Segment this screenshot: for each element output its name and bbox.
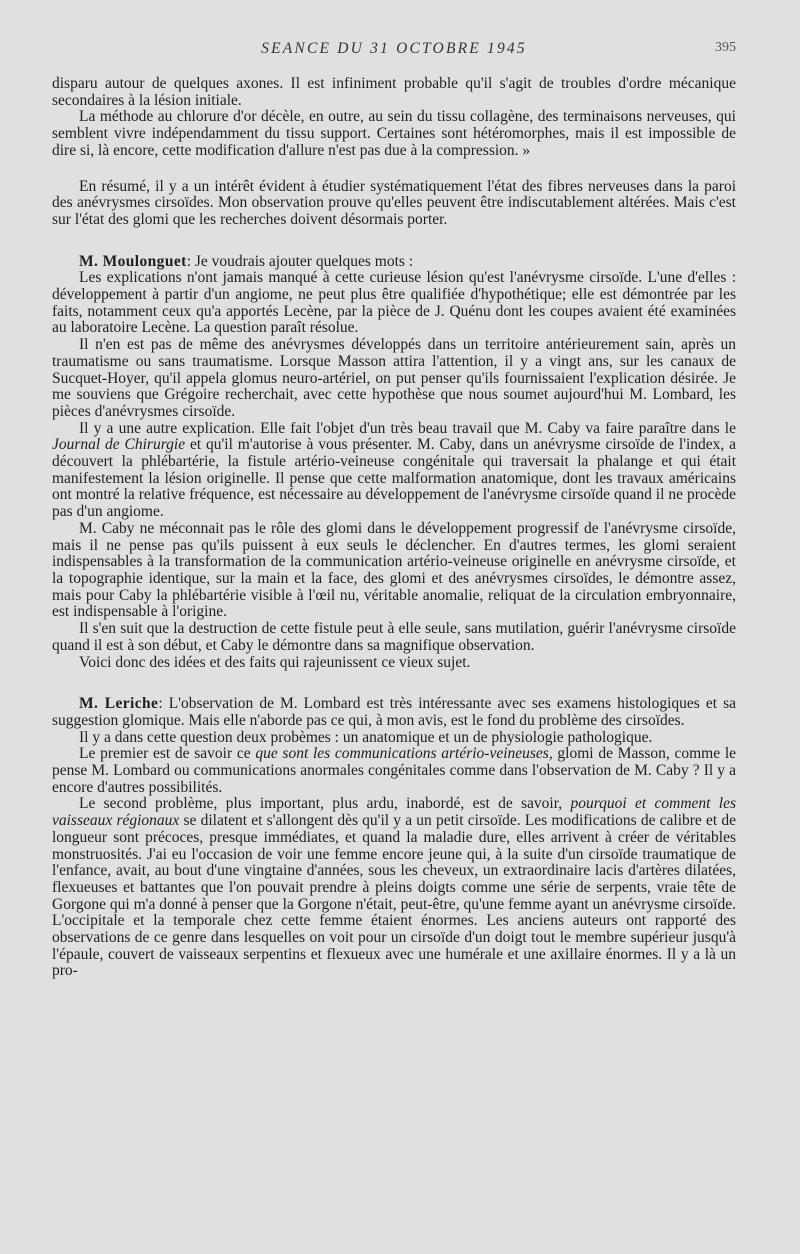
text-run: : Je voudrais ajouter quelques mots : (186, 252, 414, 270)
paragraph-b7 (52, 421, 736, 521)
italic-text: pourquoi et comment les vaisseaux régionaux (52, 795, 736, 830)
text-run: Il y a dans cette question deux probèmes : un anatomique et un de physiologie pathologique. (79, 728, 653, 746)
paragraph-b6 (52, 337, 736, 421)
italic-text: que sont les communications artério-veineuses (255, 745, 549, 763)
paragraph-b11 (52, 696, 736, 729)
paragraph-b5 (52, 270, 736, 337)
text-run: Voici donc des idées et des faits qui rajeunissent ce vieux sujet. (79, 653, 471, 671)
text-run: Il n'en est pas de même des anévrysmes développés dans un territoire antérieurement sain, après un traumatisme ou sans traumatisme. Lorsque Masson attira l'attention, il y a vingt ans, sur les canaux de Sucquet-Hoyer, qu'il appela glomus neuro-artériel, on put penser qu'ils fournissaient l'explication désirée. Je me souviens que Grégoire recherchait, avec cette hypothèse que nous soumet aujourd'hui M. Lombard, les pièces d'anévrysmes cirsoïde. (52, 336, 736, 420)
text-run: M. Caby ne méconnait pas le rôle des glomi dans le développement progressif de l'anévrysme cirsoïde, mais il ne pense pas qu'ils puissent à eux seuls le déclencher. En d'autres termes, les glomi seraient indispensables à la transformation de la communication artério-veineuse originelle en anévrysme cirsoïde, et la topographie identique, sur la main et la face, des glomi et des anévrysmes cirsoïdes, le démontre assez, mais pour Caby la phlébartérie visible à l'œil nu, véritable anomalie, reliquat de la circulation embryonnaire, est indispensable à l'origine. (52, 519, 736, 621)
paragraph-gap (52, 160, 736, 179)
text-run: et qu'il m'autorise à vous présenter. M. Caby, dans un anévrysme cirsoïde de l'index, a découvert la phlébartérie, la fistule artério-veineuse congénitale qui traversait la phalange et qui était manifestement la lésion originelle. Il pense que cette malformation anatomique, dont les travaux américains ont montré la relative fréquence, est nécessaire au développement de l'anévrysme cirsoïde quand il ne procède pas d'un angiome. (52, 436, 736, 521)
text-run: se dilatent et s'allongent dès qu'il y a un petit cirsoïde. Les modifications de calibre et de longueur sont précoces, presque immédiates, et quand la maladie dure, elles arrivent à créer de véritables monstruosités. J'ai eu l'occasion de voir une femme encore jeune qui, à la suite d'un cirsoïde traumatique de l'enfance, avait, au bout d'une vingtaine d'années, sous les cheveux, un extraordinaire lacis d'artères dilatées, flexueuses et battantes que l'on pouvait prendre à pleins doigts comme une série de serpents, vraie tête de Gorgone qui m'a donné à penser que la Gorgone n'était, peut-être, qu'une femme ayant un anévrysme cirsoïde. L'occipitale et la temporale chez cette femme étaient énormes. Les anciens auteurs ont rapporté des observations de ce genre dans lesquelles on voit pour un cirsoïde d'un doigt tout le membre supérieur jusqu'à l'épaule, couvert de vaisseaux serpentins et flexueux avec une humérale et une axillaire énormes. Il y a là un pro- (52, 812, 736, 980)
running-title: SEANCE DU 31 OCTOBRE 1945 (261, 40, 527, 57)
text-run: Le second problème, plus important, plus ardu, inabordé, est de savoir, (79, 795, 571, 813)
paragraph-b2 (52, 109, 736, 159)
paragraph-b14 (52, 796, 736, 980)
speaker-name: Moulonguet (102, 252, 187, 270)
page-number: 395 (715, 40, 736, 55)
text-run: : L'observation de M. Lombard est très intéressante avec ses examens histologiques et sa suggestion glomique. Mais elle n'aborde pas ce qui, à mon avis, est le fond du problème des cirsoïdes. (52, 695, 736, 729)
paragraph-gap (52, 229, 736, 254)
italic-text: Journal de Chirurgie (52, 436, 186, 454)
paragraph-b10 (52, 655, 736, 672)
text-run: , glomi de Masson, comme le pense M. Lombard ou communications anormales congénitales comme dans l'observation de M. Caby ? Il y a encore d'autres possibilités. (52, 745, 737, 796)
text-run: Il s'en suit que la destruction de cette fistule peut à elle seule, sans mutilation, guérir l'anévrysme cirsoïde quand il est à son début, et Caby le démontre dans sa magnifique observation. (52, 620, 736, 654)
page-header (52, 40, 736, 62)
speaker-name: M. (79, 695, 105, 713)
text-run: La méthode au chlorure d'or décèle, en outre, au sein du tissu collagène, des terminaisons nerveuses, qui semblent vivre indépendamment du tissu support. Certaines sont hétéromorphes, mais il est impossible de dire si, là encore, cette modification d'allure n'est pas due à la compression. » (52, 108, 736, 159)
text-run: En résumé, il y a un intérêt évident à étudier systématiquement l'état des fibres nerveuses dans la paroi des anévrysmes cirsoïdes. Mon observation prouve qu'elles peuvent être indiscutablement altérées. Mais c'est sur l'état des glomi que les recherches doivent désormais porter. (52, 177, 736, 228)
paragraph-b1 (52, 76, 736, 109)
text-run: Il y a une autre explication. Elle fait l'objet d'un très beau travail que M. Caby va faire paraître dans le (79, 419, 736, 437)
paragraph-gap (52, 671, 736, 696)
text-run: disparu autour de quelques axones. Il est infiniment probable qu'il s'agit de troubles d'ordre mécanique secondaires à la lésion initiale. (52, 75, 736, 109)
paragraph-b4 (52, 254, 736, 271)
article-body (52, 76, 736, 980)
text-run: Les explications n'ont jamais manqué à cette curieuse lésion qu'est l'anévrysme cirsoïde. L'une d'elles : développement à partir d'un angiome, ne peut plus être qualifiée d'hypothétique; elle est démontrée par les faits, notamment ceux qu'a apportés Lecène, par la pièce de J. Quénu dont les coupes avaient été examinées au laboratoire Lecène. La question paraît résolue. (52, 269, 736, 337)
speaker-name: Leriche (104, 695, 159, 713)
paragraph-b12 (52, 730, 736, 747)
paragraph-b13 (52, 746, 736, 796)
text-run: Le premier est de savoir ce (79, 745, 256, 763)
paragraph-b8 (52, 521, 736, 621)
speaker-name: M. (79, 252, 103, 270)
paragraph-b9 (52, 621, 736, 654)
paragraph-b3 (52, 179, 736, 229)
